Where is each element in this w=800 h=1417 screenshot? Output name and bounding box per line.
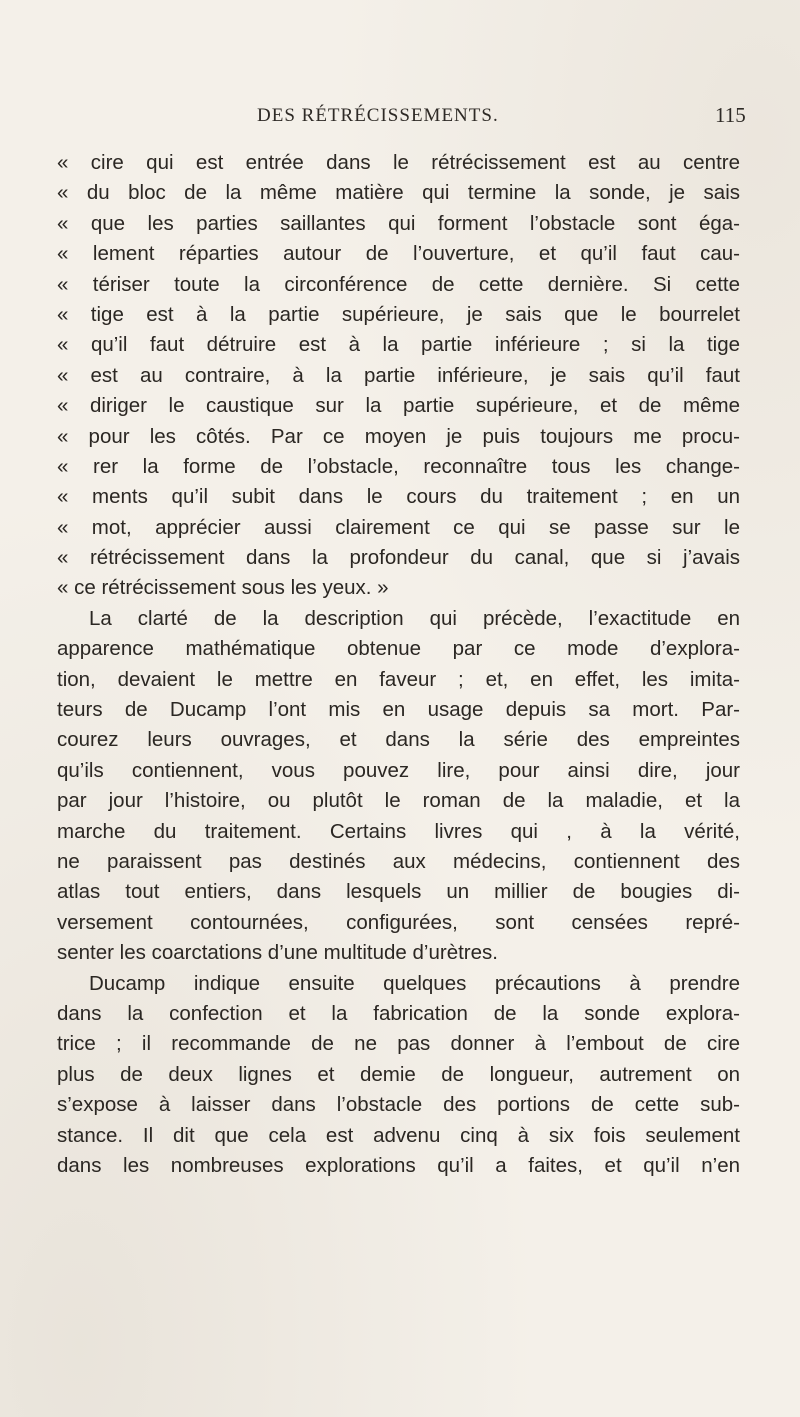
- text-line: plus de deux lignes et demie de longueur, autrement on: [57, 1062, 740, 1086]
- text-line: « tériser toute la circonférence de cette dernière. Si cette: [57, 272, 740, 296]
- text-line: courez leurs ouvrages, et dans la série des empreintes: [57, 728, 740, 752]
- text-line: stance. Il dit que cela est advenu cinq à six fois seulement: [57, 1123, 740, 1147]
- text-line: « tige est à la partie supérieure, je sais que le bourrelet: [57, 302, 740, 326]
- text-line: s’expose à laisser dans l’obstacle des portions de cette sub-: [57, 1093, 740, 1117]
- text-line: « rer la forme de l’obstacle, reconnaître tous les change-: [57, 454, 740, 478]
- text-line: ne paraissent pas destinés aux médecins, contiennent des: [57, 849, 740, 873]
- text-line: dans la confection et la fabrication de la sonde explora-: [57, 1001, 740, 1025]
- paragraph-start-line: La clarté de la description qui précède, l’exactitude en: [89, 606, 740, 630]
- text-line: marche du traitement. Certains livres qui , à la vérité,: [57, 819, 740, 843]
- text-line: « lement réparties autour de l’ouverture, et qu’il faut cau-: [57, 242, 740, 266]
- text-line: dans les nombreuses explorations qu’il a faites, et qu’il n’en: [57, 1153, 740, 1177]
- page-number: 115: [715, 103, 746, 127]
- text-line: « cire qui est entrée dans le rétrécissement est au centre: [57, 151, 740, 174]
- text-line: « pour les côtés. Par ce moyen je puis toujours me procu-: [57, 424, 740, 448]
- text-line: « rétrécissement dans la profondeur du canal, que si j’avais: [57, 546, 740, 570]
- text-line: « ments qu’il subit dans le cours du traitement ; en un: [57, 485, 740, 509]
- running-header: [0, 105, 800, 135]
- text-line: « mot, apprécier aussi clairement ce qui se passe sur le: [57, 515, 740, 539]
- text-line: qu’ils contiennent, vous pouvez lire, pour ainsi dire, jour: [57, 758, 740, 782]
- text-line: versement contournées, configurées, sont censées repré-: [57, 910, 740, 934]
- text-line: « diriger le caustique sur la partie supérieure, et de même: [57, 394, 740, 418]
- text-line: senter les coarctations d’une multitude d’urètres.: [57, 941, 498, 965]
- text-line: trice ; il recommande de ne pas donner à l’embout de cire: [57, 1032, 740, 1056]
- text-line: « ce rétrécissement sous les yeux. »: [57, 576, 389, 600]
- text-line: tion, devaient le mettre en faveur ; et, en effet, les imita-: [57, 667, 740, 691]
- text-line: « du bloc de la même matière qui termine la sonde, je sais: [57, 181, 740, 205]
- paragraph-start-line: Ducamp indique ensuite quelques précautions à prendre: [89, 971, 740, 995]
- text-line: par jour l’histoire, ou plutôt le roman de la maladie, et la: [57, 789, 740, 813]
- text-line: teurs de Ducamp l’ont mis en usage depuis sa mort. Par-: [57, 698, 740, 722]
- text-line: « que les parties saillantes qui forment l’obstacle sont éga-: [57, 211, 740, 235]
- body-text: [57, 148, 740, 1181]
- running-title: DES RÉTRÉCISSEMENTS.: [257, 105, 499, 126]
- text-line: atlas tout entiers, dans lesquels un millier de bougies di-: [57, 880, 740, 904]
- text-line: « qu’il faut détruire est à la partie inférieure ; si la tige: [57, 333, 740, 357]
- text-line: « est au contraire, à la partie inférieure, je sais qu’il faut: [57, 363, 740, 387]
- text-line: apparence mathématique obtenue par ce mode d’explora-: [57, 637, 740, 661]
